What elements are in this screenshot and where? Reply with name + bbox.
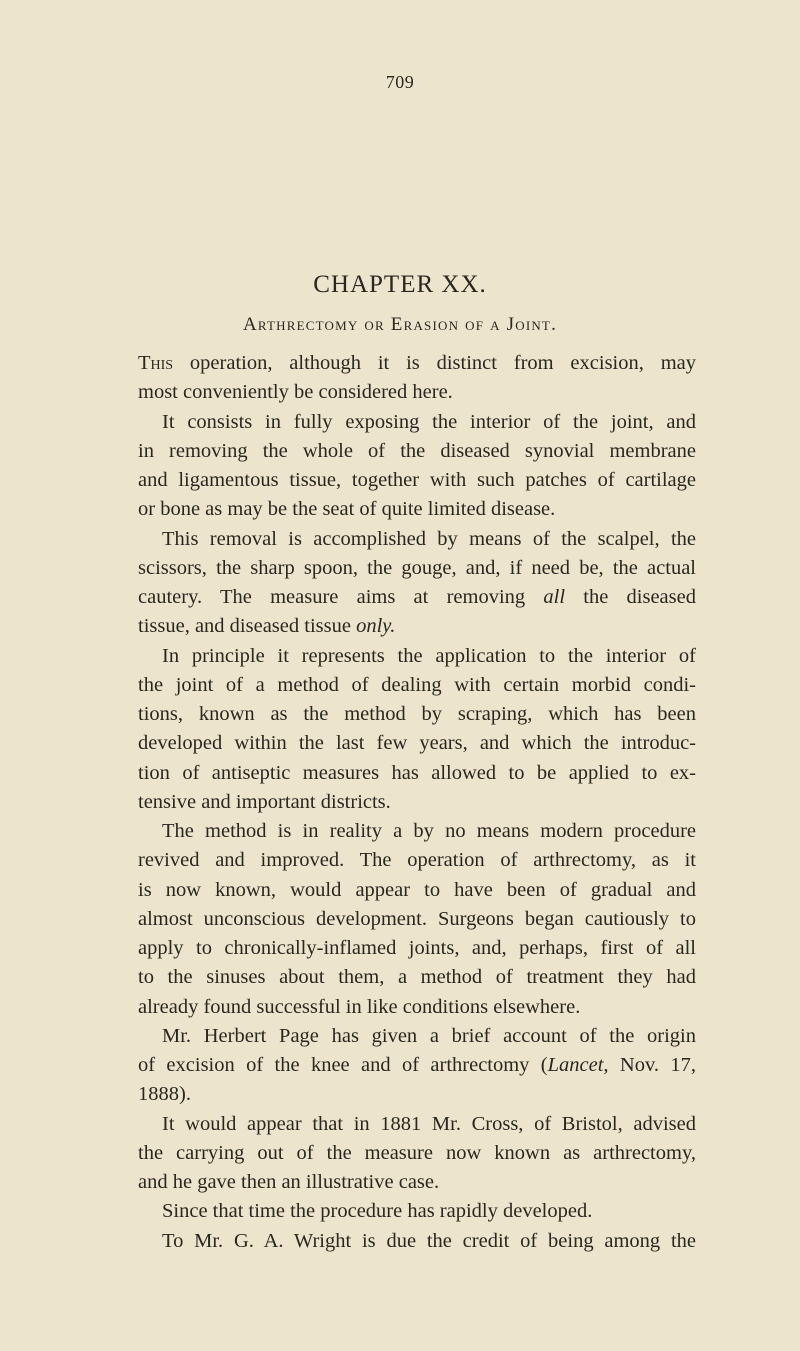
paragraph-4-line-2: the joint of a method of dealing with certain morbid condi- [138, 673, 696, 696]
paragraph-7-line-1: It would appear that in 1881 Mr. Cross, of Bristol, advised [162, 1112, 696, 1135]
paragraph-3-line-2: scissors, the sharp spoon, the gouge, and, if need be, the actual [138, 556, 696, 579]
paragraph-1-line-2: most conveniently be considered here. [138, 381, 453, 404]
chapter-subtitle: Arthrectomy or Erasion of a Joint. [242, 314, 558, 335]
paragraph-3-line-1: This removal is accomplished by means of the scalpel, the [162, 527, 696, 550]
paragraph-5-line-7: already found successful in like conditions elsewhere. [138, 995, 581, 1018]
paragraph-5-line-5: apply to chronically-inflamed joints, and, perhaps, first of all [138, 937, 696, 959]
body-text [138, 349, 696, 1256]
emphasis: all [543, 586, 566, 608]
text-span: operation, although it is distinct from excision, may [189, 352, 696, 374]
paragraph-3-line-3 [138, 583, 696, 612]
paragraph-8-line-1: Since that time the procedure has rapidly developed. [162, 1200, 593, 1223]
paragraph-6-line-2 [138, 1051, 696, 1080]
lead-word: This [138, 352, 174, 374]
paragraph-5-line-4: almost unconscious development. Surgeons began cautiously to [138, 907, 696, 930]
paragraph-5-line-1: The method is in reality a by no means modern procedure [162, 820, 696, 842]
paragraph-4-line-4: developed within the last few years, and which the introduc- [138, 732, 696, 755]
paragraph-3-line-4 [138, 612, 696, 641]
paragraph-2-line-4: or bone as may be the seat of quite limited disease. [138, 498, 556, 521]
paragraph-4-line-6: tensive and important districts. [138, 790, 391, 813]
text-span: the diseased [565, 586, 696, 608]
paragraph-2-line-2: in removing the whole of the diseased synovial membrane [138, 439, 696, 462]
paragraph-7-line-3: and he gave then an illustrative case. [138, 1171, 440, 1193]
text-span: Nov. 17, [608, 1054, 696, 1076]
paragraph-5-line-2: revived and improved. The operation of arthrectomy, as it [138, 849, 696, 872]
text-span: cautery. The measure aims at removing [138, 586, 544, 608]
emphasis: Lancet, [547, 1054, 609, 1076]
paragraph-7-line-2: the carrying out of the measure now known as arthrectomy, [138, 1141, 696, 1164]
paragraph-2-line-3: and ligamentous tissue, together with such patches of cartilage [138, 469, 696, 491]
paragraph-2-line-1: It consists in fully exposing the interior of the joint, and [162, 410, 696, 433]
paragraph-4-line-1: In principle it represents the application to the interior of [162, 644, 696, 667]
paragraph-6-line-3: 1888). [138, 1083, 191, 1106]
paragraph-6-line-1: Mr. Herbert Page has given a brief account of the origin [162, 1024, 696, 1047]
emphasis: only. [356, 615, 396, 638]
paragraph-9-line-1: To Mr. G. A. Wright is due the credit of being among the [162, 1229, 696, 1252]
paragraph-1-line-1 [138, 349, 696, 378]
paragraph-5-line-6: to the sinuses about them, a method of treatment they had [138, 966, 696, 989]
paragraph-5-line-3: is now known, would appear to have been of gradual and [138, 878, 696, 901]
text-span: of excision of the knee and of arthrectomy ( [138, 1054, 548, 1076]
paragraph-4-line-5: tion of antiseptic measures has allowed to be applied to ex- [138, 761, 696, 784]
text-span: tissue, and diseased tissue [138, 615, 357, 638]
page-number: 709 [385, 72, 415, 92]
paragraph-4-line-3: tions, known as the method by scraping, which has been [138, 703, 696, 725]
chapter-title: CHAPTER XX. [313, 271, 487, 298]
